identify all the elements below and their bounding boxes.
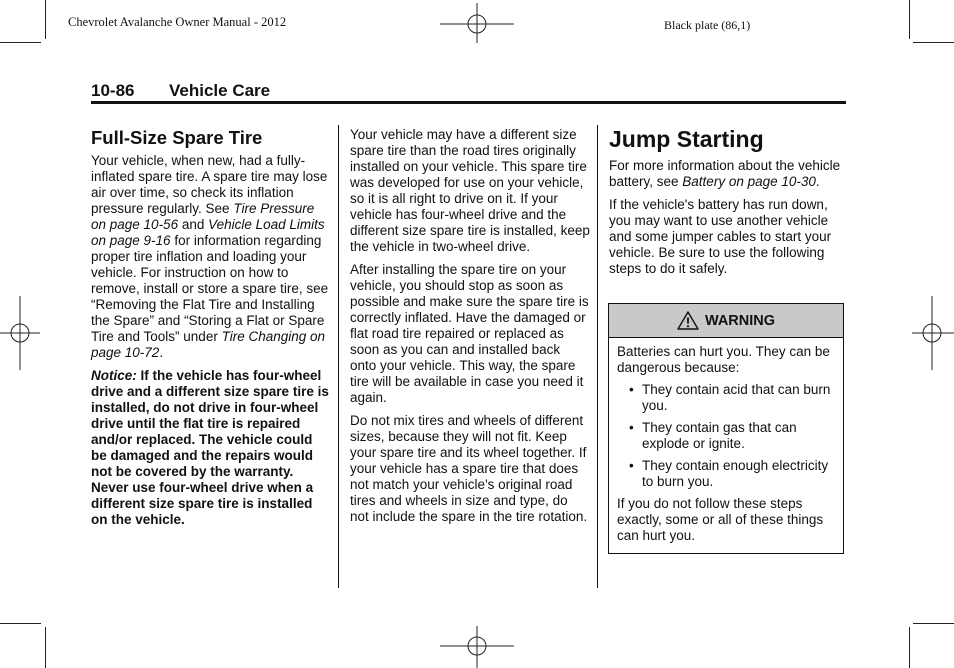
list-item: • They contain acid that can burn you. (642, 382, 835, 414)
warning-list (617, 382, 835, 490)
text-run: Your vehicle, when new, had a fully-inflated spare tire. A spare tire may lose air over time, so check its inflation pressure regularly. See (91, 153, 328, 216)
spare-tire-paragraph: Your vehicle may have a different size spare tire than the road tires originally installed on your vehicle. This spare tire was developed for use on your vehicle, so it is all right to drive on it. If your vehicle has four-wheel drive and the different size spare tire is installed, keep the vehicle in two-wheel drive. (350, 127, 590, 254)
manual-title: Chevrolet Avalanche Owner Manual - 2012 (68, 15, 287, 29)
warning-header (609, 304, 843, 338)
spare-tire-paragraph: Do not mix tires and wheels of different sizes, because they will not fit. Keep your spare tire and its wheel together. If your vehicle has a spare tire that does not match your vehicle's original road tires and wheels in size and type, do not include the spare in the tire rotation. (350, 413, 588, 524)
cross-reference-link[interactable]: Tire Pressure on page 10-56 (91, 201, 315, 232)
jump-starting-paragraph: If the vehicle's battery has run down, you may want to use another vehicle and some jumper cables to start your vehicle. Be sure to use the following steps to do it safely. (609, 197, 832, 276)
column-divider (338, 125, 339, 588)
section-title: Vehicle Care (169, 81, 271, 100)
column-1 (91, 127, 331, 535)
spare-tire-paragraph: After installing the spare tire on your vehicle, you should stop as soon as possible and make sure the spare tire is correctly inflated. Have the damaged or flat road tire repaired or replaced as soon as you can and installed back onto your vehicle. This way, the spare tire will be available in case you need it again. (350, 262, 589, 405)
text-run: . (815, 174, 820, 189)
column-divider (597, 125, 598, 588)
plate-label: Black plate (86,1) (664, 18, 751, 32)
jump-starting-paragraph (609, 158, 847, 190)
column-2 (350, 127, 590, 532)
cross-reference-link[interactable]: Vehicle Load Limits on page 9-16 (91, 217, 325, 248)
jump-starting-heading: Jump Starting (609, 126, 764, 152)
page-number: 10-86 (91, 81, 135, 100)
notice-paragraph (91, 368, 331, 528)
text-run: and (178, 217, 209, 232)
warning-body (609, 338, 843, 544)
text-run: For more information about the vehicle battery, see (609, 158, 841, 189)
cross-reference-link[interactable]: Tire Changing on page 10-72 (91, 329, 326, 360)
warning-label: WARNING (704, 312, 776, 329)
header-rule (91, 101, 846, 104)
warning-intro: Batteries can hurt you. They can be dangerous because: (617, 344, 830, 375)
text-run: for information regarding proper tire inflation and loading your vehicle. For instruction on how to remove, install or store a spare tire, see “Removing the Flat Tire and Installing the Spare” and “Storing a Flat or Spare Tire and Tools” under (91, 233, 329, 344)
registration-mark-icon (440, 626, 514, 668)
cross-reference-link[interactable]: Battery on page 10-30 (682, 174, 816, 189)
registration-mark-icon (0, 296, 40, 370)
registration-mark-icon (440, 3, 514, 43)
warning-box (608, 303, 844, 554)
spare-tire-paragraph (91, 153, 331, 361)
list-item: • They contain gas that can explode or ignite. (642, 420, 835, 452)
text-run: . (159, 345, 164, 360)
list-item: • They contain enough electricity to burn you. (642, 458, 835, 490)
column-3 (609, 126, 847, 284)
page-heading (91, 81, 270, 101)
registration-mark-icon (912, 296, 954, 370)
notice-label: Notice: (91, 368, 137, 383)
warning-triangle-icon (677, 311, 699, 330)
spare-tire-heading: Full-Size Spare Tire (91, 127, 263, 148)
warning-outro: If you do not follow these steps exactly, some or all of these things can hurt you. (617, 496, 824, 543)
notice-text: If the vehicle has four-wheel drive and a different size spare tire is installed, do not drive in four-wheel drive until the flat tire is repaired and/or replaced. The vehicle could be damaged and the repairs would not be covered by the warranty. Never use four-wheel drive when a different size spare tire is installed on the vehicle. (91, 368, 329, 527)
